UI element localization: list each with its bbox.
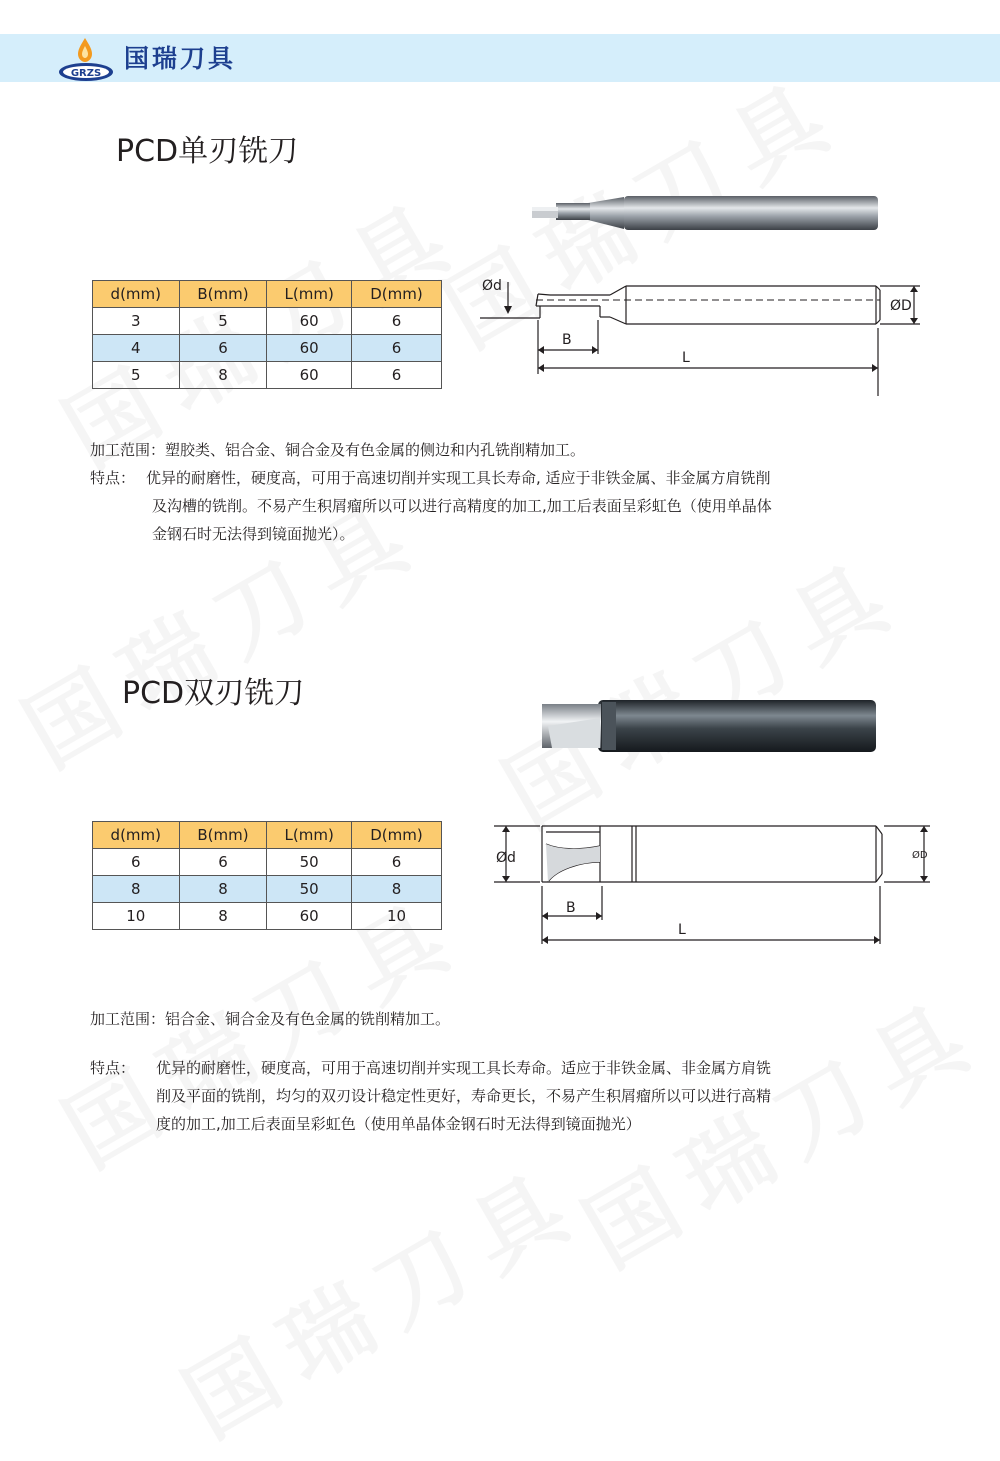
section2-features: [156, 1054, 916, 1138]
section1-feature-label: 特点：: [90, 469, 136, 487]
single-flute-tool-photo: [528, 190, 884, 236]
table-header-cell: L(mm): [267, 822, 352, 849]
table-cell: 5: [93, 362, 180, 389]
brand-name: 国瑞刀具: [124, 44, 237, 73]
table-cell: 6: [352, 362, 442, 389]
table-cell: 3: [93, 308, 180, 335]
brand-logo-icon: [58, 36, 118, 82]
table-row: [93, 876, 442, 903]
table-cell: 6: [352, 335, 442, 362]
table-cell: 6: [352, 849, 442, 876]
table-cell: 4: [93, 335, 180, 362]
table-cell: 50: [267, 876, 352, 903]
table-cell: 8: [179, 362, 267, 389]
d-label: Ød: [496, 850, 516, 866]
d-label: Ød: [482, 278, 502, 294]
table-header-cell: D(mm): [352, 822, 442, 849]
feature-line: 优异的耐磨性，硬度高，可用于高速切削并实现工具长寿命。适应于非铁金属、非金属方肩铣: [156, 1059, 772, 1077]
table-cell: 8: [93, 876, 180, 903]
D-label: ØD: [890, 298, 912, 314]
table-row: [93, 849, 442, 876]
section1-features: [146, 464, 906, 548]
table-header-cell: B(mm): [179, 822, 267, 849]
B-label: B: [566, 900, 576, 916]
table-cell: 60: [267, 362, 352, 389]
table-cell: 8: [179, 903, 267, 930]
feature-line: 及沟槽的铣削。不易产生积屑瘤所以可以进行高精度的加工,加工后表面呈彩虹色（使用单晶体: [152, 497, 772, 515]
L-label: L: [682, 350, 690, 366]
feature-line: 度的加工,加工后表面呈彩虹色（使用单晶体金钢石时无法得到镜面抛光）: [156, 1115, 641, 1133]
table-header-row: [93, 281, 442, 308]
table-cell: 10: [93, 903, 180, 930]
D-label: ØD: [912, 850, 928, 861]
table-row: [93, 362, 442, 389]
table-row: [93, 903, 442, 930]
feature-line: 金钢石时无法得到镜面抛光）。: [152, 525, 355, 543]
logo-text: GRZS: [70, 68, 102, 79]
table-cell: 60: [267, 308, 352, 335]
table-row: [93, 335, 442, 362]
table-cell: 8: [352, 876, 442, 903]
table-cell: 6: [179, 335, 267, 362]
section1-dimension-diagram: [470, 262, 930, 402]
watermark: [477, 519, 923, 852]
table-cell: 50: [267, 849, 352, 876]
section2-scope: 加工范围：铝合金、铜合金及有色金属的铣削精加工。: [90, 1010, 451, 1028]
watermark: [157, 1129, 603, 1461]
table-cell: 10: [352, 903, 442, 930]
table-cell: 5: [179, 308, 267, 335]
section1-scope: 加工范围：塑胶类、铝合金、铜合金及有色金属的侧边和内孔铣削精加工。: [90, 441, 586, 459]
section1-title: PCD单刃铣刀: [116, 134, 299, 169]
feature-line: 削及平面的铣削，均匀的双刃设计稳定性更好，寿命更长，不易产生积屑瘤所以可以进行高精: [156, 1087, 772, 1105]
table-header-cell: L(mm): [267, 281, 352, 308]
table-cell: 8: [179, 876, 267, 903]
section2-feature-label: 特点：: [90, 1059, 136, 1077]
table-header-row: [93, 822, 442, 849]
table-header-cell: B(mm): [179, 281, 267, 308]
table-cell: 60: [267, 903, 352, 930]
table-cell: 6: [352, 308, 442, 335]
table-cell: 60: [267, 335, 352, 362]
table-header-cell: D(mm): [352, 281, 442, 308]
table-cell: 6: [93, 849, 180, 876]
section1-spec-table: [92, 280, 442, 389]
table-row: [93, 308, 442, 335]
section2-dimension-diagram: [490, 816, 940, 950]
section2-title: PCD双刃铣刀: [122, 676, 305, 711]
table-header-cell: d(mm): [93, 281, 180, 308]
table-header-cell: d(mm): [93, 822, 180, 849]
table-cell: 6: [179, 849, 267, 876]
B-label: B: [562, 332, 572, 348]
feature-line: 优异的耐磨性，硬度高，可用于高速切削并实现工具长寿命, 适应于非铁金属、非金属方肩铣削: [146, 469, 771, 487]
double-flute-tool-photo: [538, 696, 880, 756]
L-label: L: [678, 922, 686, 938]
section2-spec-table: [92, 821, 442, 930]
